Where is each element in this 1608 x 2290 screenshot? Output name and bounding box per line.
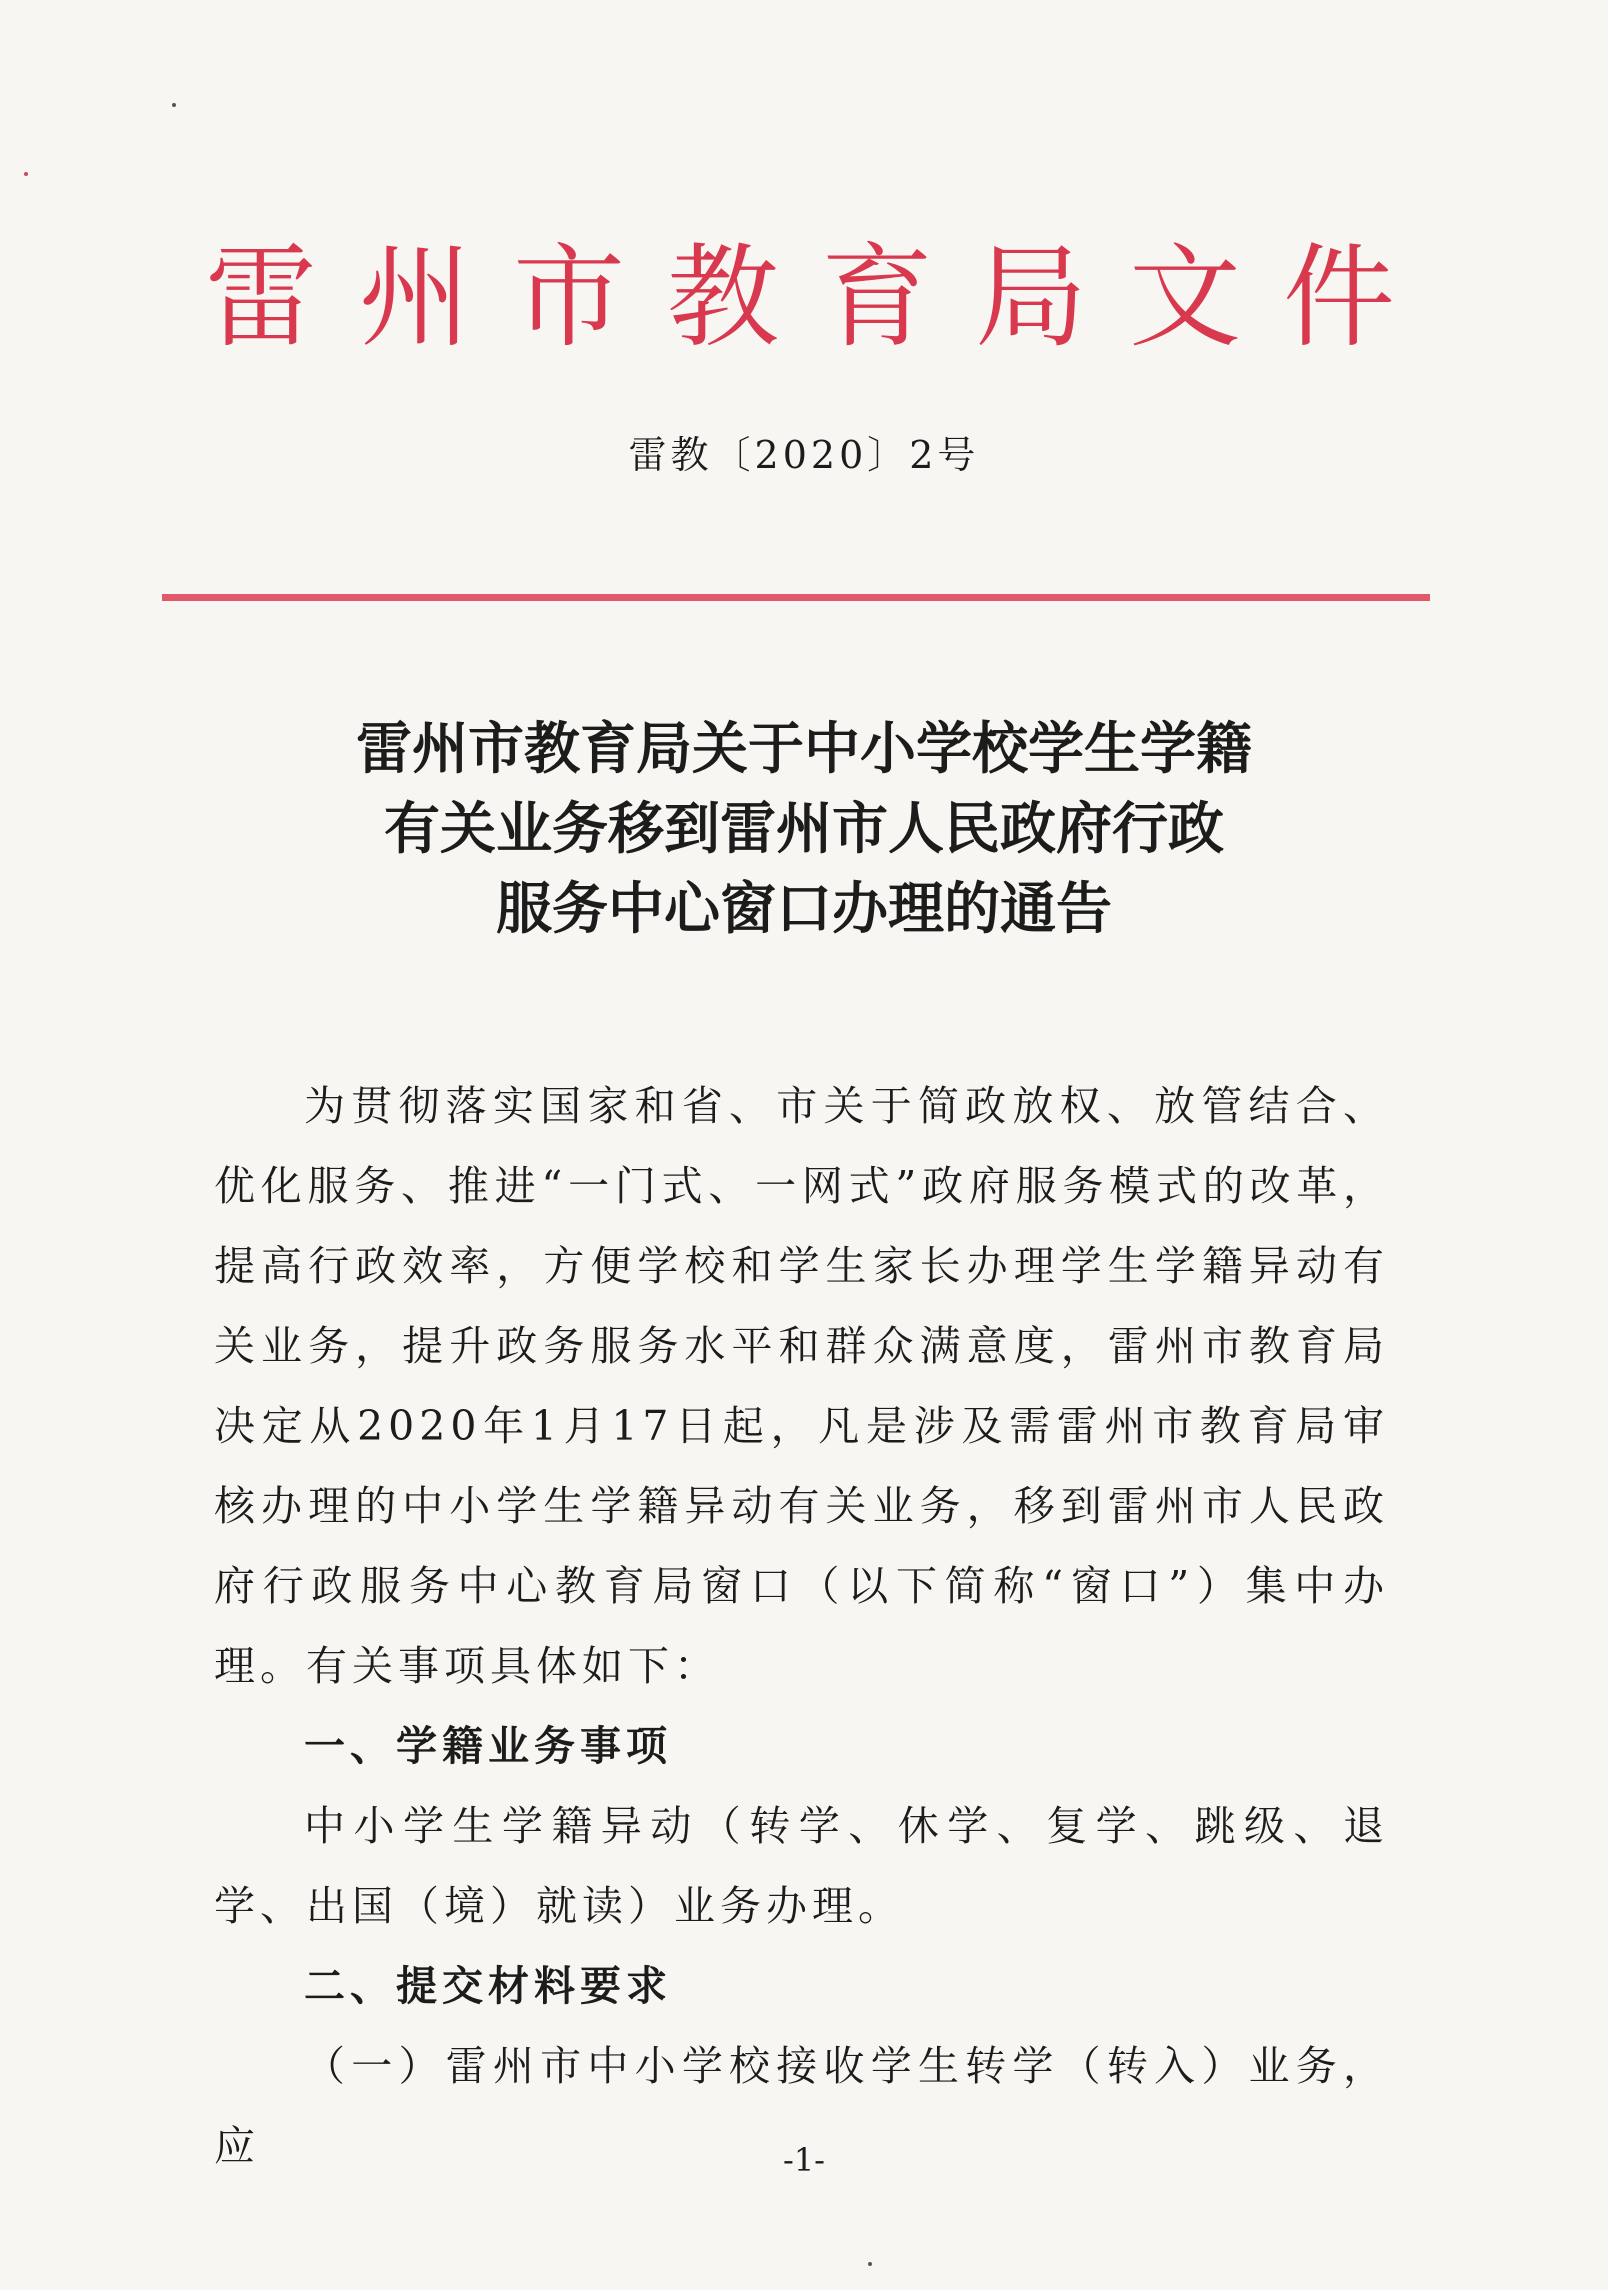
header-char: 市 xyxy=(513,233,625,363)
scan-speck xyxy=(868,2262,872,2266)
header-char: 文 xyxy=(1129,233,1241,363)
notice-title-line: 雷州市教育局关于中小学校学生学籍 xyxy=(356,717,1252,782)
scan-speck xyxy=(172,103,176,107)
section-heading: 一、学籍业务事项 xyxy=(304,1722,672,1770)
header-char: 州 xyxy=(359,233,471,363)
section-paragraph: （一）雷州市中小学校接收学生转学（转入）业务，应 xyxy=(214,2042,1389,2170)
scan-speck xyxy=(24,172,28,176)
header-char: 件 xyxy=(1283,233,1395,363)
notice-body xyxy=(214,1066,1389,2186)
notice-title-line: 服务中心窗口办理的通告 xyxy=(496,877,1112,942)
intro-paragraph: 为贯彻落实国家和省、市关于简政放权、放管结合、优化服务、推进“一门式、一网式”政府服务模式的改革，提高行政效率，方便学校和学生家长办理学生学籍异动有关业务，提升政务服务水平和群众满意度，雷州市教育局决定从2020年1月17日起，凡是涉及需雷州市教育局审核办理的中小学生学籍异动有关业务，移到雷州市人民政府行政服务中心教育局窗口（以下简称“窗口”）集中办理。有关事项具体如下： xyxy=(214,1082,1389,1690)
header-char: 局 xyxy=(975,233,1087,363)
section-heading: 二、提交材料要求 xyxy=(304,1962,672,2010)
header-char: 教 xyxy=(667,233,779,363)
notice-title-line: 有关业务移到雷州市人民政府行政 xyxy=(384,797,1224,862)
notice-title xyxy=(0,710,1608,950)
header-red-rule xyxy=(162,594,1430,601)
header-char: 育 xyxy=(821,233,933,363)
document-number: 雷教〔2020〕2号 xyxy=(628,433,980,477)
page-number: -1- xyxy=(783,2141,825,2179)
document-header-title xyxy=(205,228,1395,368)
section-paragraph: 中小学生学籍异动（转学、休学、复学、跳级、退学、出国（境）就读）业务办理。 xyxy=(214,1802,1389,1930)
header-char: 雷 xyxy=(205,233,317,363)
